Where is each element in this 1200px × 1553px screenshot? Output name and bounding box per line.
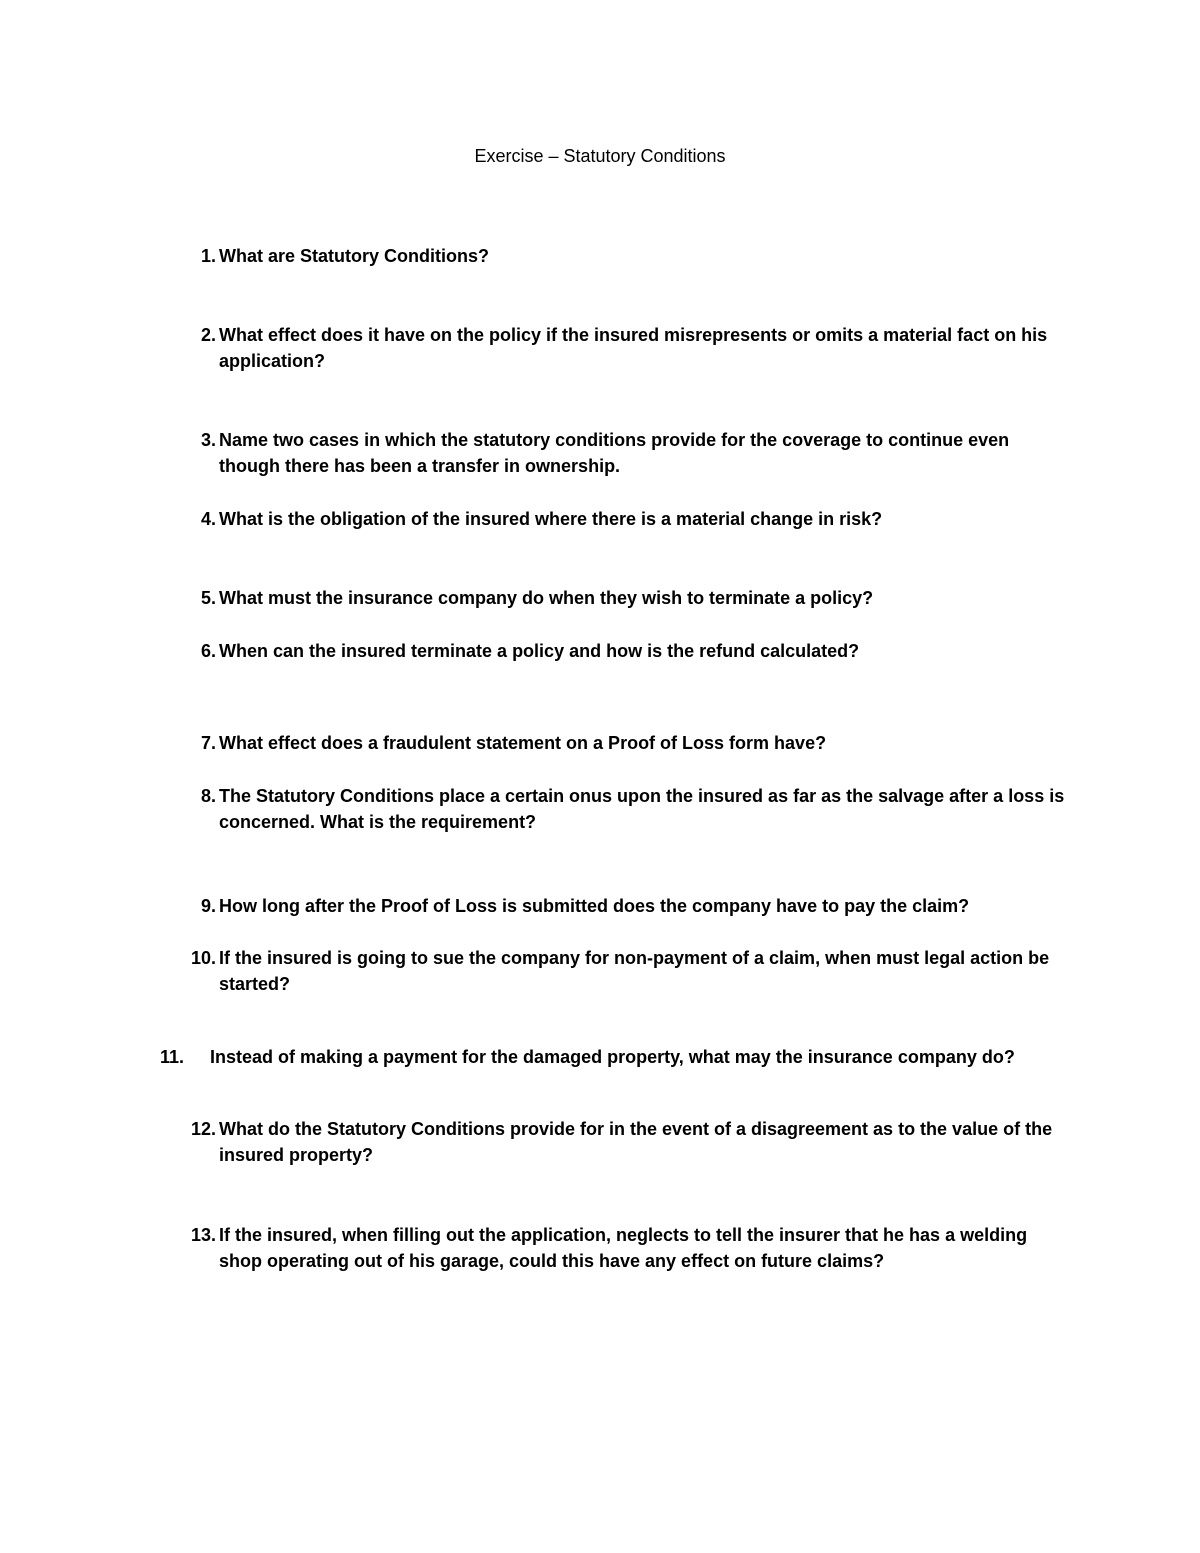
question-13: [172, 1222, 1072, 1274]
question-8: [172, 783, 1072, 835]
question-number: 2.: [200, 325, 216, 345]
question-7: [172, 730, 1072, 756]
question-text: The Statutory Conditions place a certain onus upon the insured as far as the salvage after a loss is concerned. What is the requirement?: [219, 786, 1065, 832]
question-text: What are Statutory Conditions?: [219, 246, 489, 266]
question-number: 10.: [190, 948, 216, 968]
question-text: Name two cases in which the statutory conditions provide for the coverage to continue even though there has been a transfer in ownership.: [219, 430, 1010, 476]
question-number: 3.: [200, 430, 216, 450]
question-number: 12.: [190, 1119, 216, 1139]
question-4: [172, 506, 1072, 532]
question-12: [172, 1116, 1072, 1168]
question-text: How long after the Proof of Loss is submitted does the company have to pay the claim?: [219, 896, 970, 916]
question-2: [172, 322, 1072, 374]
question-text: What do the Statutory Conditions provide for in the event of a disagreement as to the value of the insured property?: [219, 1119, 1053, 1165]
question-number: 1.: [200, 246, 216, 266]
question-text: If the insured, when filling out the application, neglects to tell the insurer that he has a welding shop operating out of his garage, could this have any effect on future claims?: [219, 1225, 1028, 1271]
question-number: 8.: [200, 786, 216, 806]
question-text: What is the obligation of the insured where there is a material change in risk?: [219, 509, 883, 529]
question-1: [172, 243, 1072, 269]
question-number: 6.: [200, 641, 216, 661]
question-number: 4.: [200, 509, 216, 529]
question-3: [172, 427, 1072, 479]
question-10: [172, 945, 1072, 997]
question-6: [172, 638, 1072, 664]
question-5: [172, 585, 1072, 611]
question-text: What must the insurance company do when they wish to terminate a policy?: [219, 588, 874, 608]
question-9: [172, 893, 1072, 919]
question-text: What effect does it have on the policy if the insured misrepresents or omits a material fact on his application?: [219, 325, 1048, 371]
question-number: 7.: [200, 733, 216, 753]
question-text: What effect does a fraudulent statement on a Proof of Loss form have?: [219, 733, 827, 753]
question-11: [160, 1044, 1072, 1070]
question-number: 5.: [200, 588, 216, 608]
question-text: If the insured is going to sue the company for non-payment of a claim, when must legal action be started?: [219, 948, 1050, 994]
question-number: 11.: [160, 1047, 185, 1067]
page-title: Exercise – Statutory Conditions: [474, 146, 726, 166]
question-number: 13.: [190, 1225, 216, 1245]
question-text: When can the insured terminate a policy and how is the refund calculated?: [219, 641, 860, 661]
question-number: 9.: [200, 896, 216, 916]
question-text: Instead of making a payment for the damaged property, what may the insurance company do?: [210, 1047, 1015, 1067]
